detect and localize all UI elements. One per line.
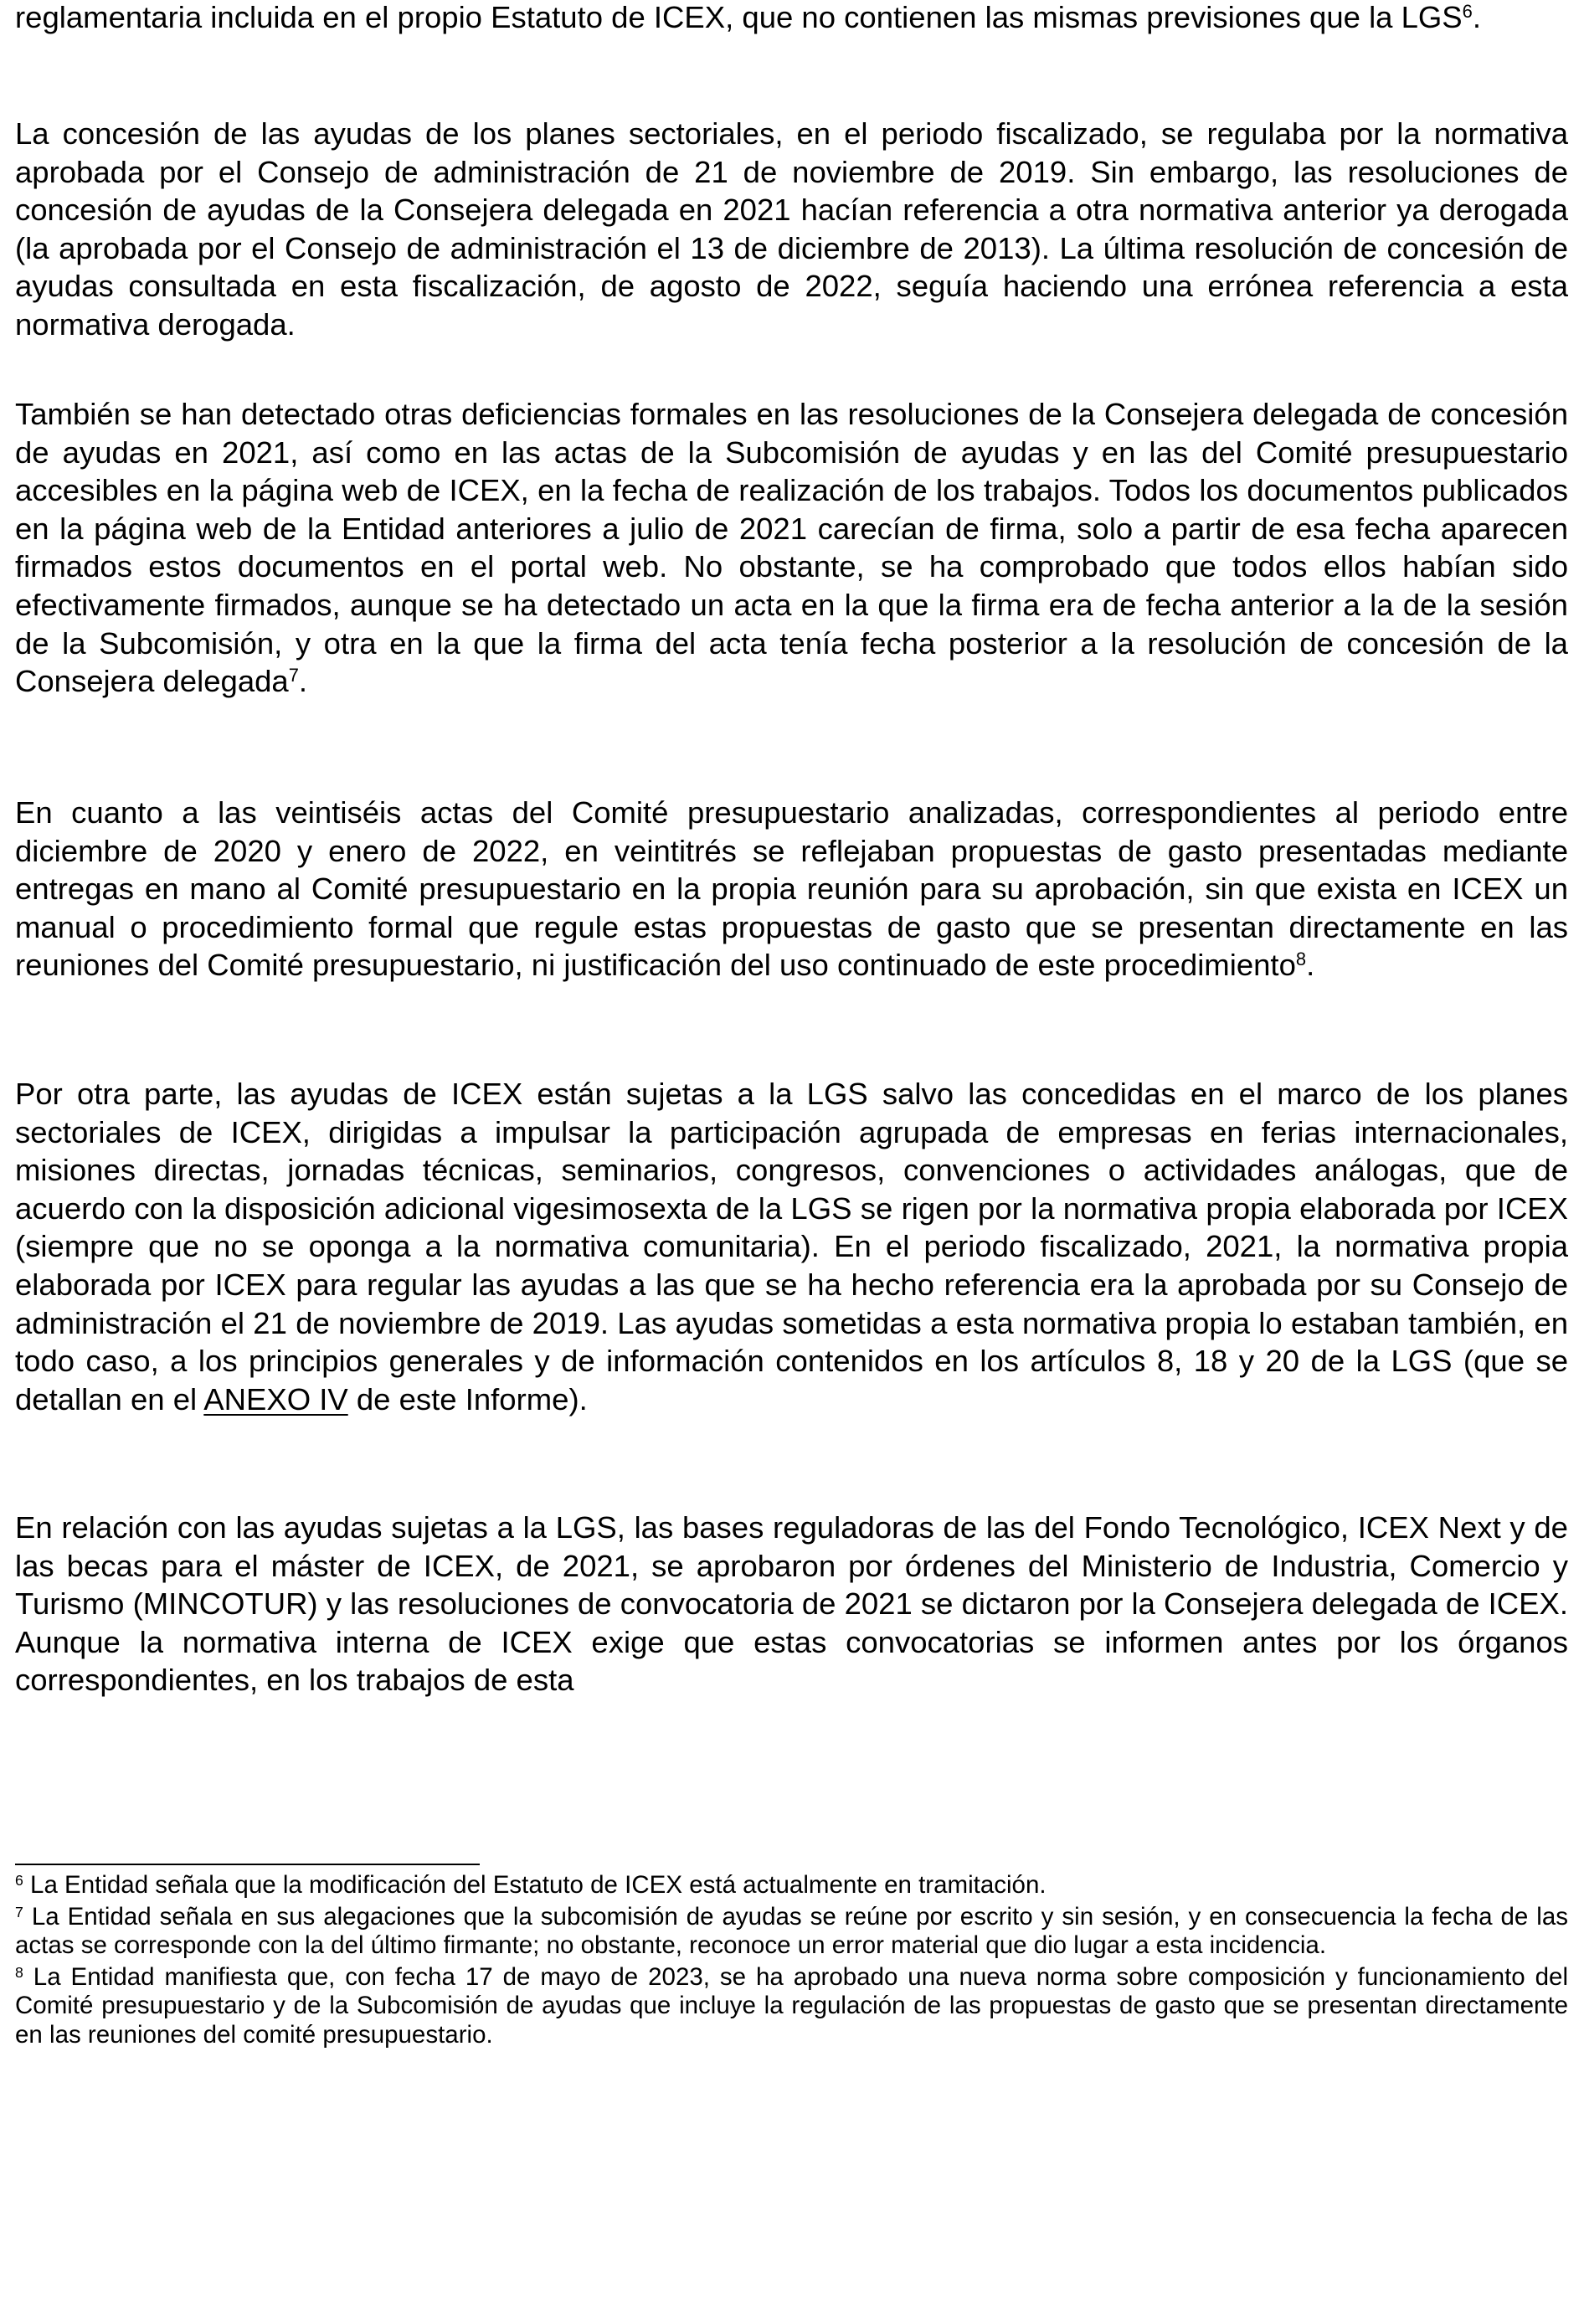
footnote-separator (15, 1864, 480, 1865)
paragraph-2 (15, 115, 1568, 344)
paragraph-3 (15, 395, 1568, 701)
paragraph-3-end: . (298, 664, 308, 699)
paragraph-3-text: También se han detectado otras deficiencias formales en las resoluciones de la Consejera delegada de concesión de ayudas en 2021, así como en las actas de la Subcomisión de ayudas y en las del Comité presupuestario accesibles en la página web de ICEX, en la fecha de realización de los trabajos. Todos los documentos publicados en la página web de la Entidad anteriores a julio de 2021 carecían de firma, solo a partir de esa fecha aparecen firmados estos documentos en el portal web. No obstante, se ha comprobado que todos ellos habían sido efectivamente firmados, aunque se ha detectado un acta en la que la firma era de fecha anterior a la de la sesión de la Subcomisión, y otra en la que la firma del acta tenía fecha posterior a la resolución de concesión de la Consejera delegada (15, 397, 1568, 699)
paragraph-5-text: Por otra parte, las ayudas de ICEX están sujetas a la LGS salvo las concedidas en el marco de los planes sectoriales de ICEX, dirigidas a impulsar la participación agrupada de empresas en ferias internacionales, misiones directas, jornadas técnicas, seminarios, congresos, convenciones o actividades análogas, que de acuerdo con la disposición adicional vigesimosexta de la LGS se rigen por la normativa propia elaborada por ICEX (siempre que no se oponga a la normativa comunitaria). En el periodo fiscalizado, 2021, la normativa propia elaborada por ICEX para regular las ayudas a las que se ha hecho referencia era la aprobada por su Consejo de administración el 21 de noviembre de 2019. Las ayudas sometidas a esta normativa propia lo estaban también, en todo caso, a los principios generales y de información contenidos en los artículos 8, 18 y 20 de la LGS (que se detallan en el (15, 1077, 1568, 1417)
paragraph-5 (15, 1075, 1568, 1418)
footnote-7 (15, 1903, 1568, 1961)
paragraph-6 (15, 1509, 1568, 1699)
footnote-ref-6[interactable]: 6 (1462, 0, 1473, 22)
footnote-ref-8[interactable]: 8 (1295, 949, 1307, 970)
footnote-8 (15, 1963, 1568, 2050)
paragraph-5-end: de este Informe). (347, 1381, 588, 1417)
footnote-number: 6 (15, 1872, 23, 1890)
footnote-ref-7[interactable]: 7 (288, 665, 299, 686)
footnote-number: 8 (15, 1963, 23, 1981)
paragraph-4-text: En cuanto a las veintiséis actas del Comité presupuestario analizadas, correspondientes al periodo entre diciembre de 2020 y enero de 2022, en veintitrés se reflejaban propuestas de gasto presentadas mediante entregas en mano al Comité presupuestario en la propia reunión para su aprobación, sin que exista en ICEX un manual o procedimiento formal que regule estas propuestas de gasto que se presentan directamente en las reuniones del Comité presupuestario, ni justificación del uso continuado de este procedimiento (15, 795, 1568, 983)
footnote-text: La Entidad señala en sus alegaciones que la subcomisión de ayudas se reúne por escrito y sin sesión, y en consecuencia la fecha de las actas se corresponde con la del último firmante; no obstante, reconoce un error material que dio lugar a esta incidencia. (15, 1902, 1568, 1960)
paragraph-1 (15, 0, 1568, 37)
footnotes (15, 1871, 1568, 2053)
footnote-text: La Entidad manifiesta que, con fecha 17 de mayo de 2023, se ha aprobado una nueva norma sobre composición y funcionamiento del Comité presupuestario y de la Subcomisión de ayudas que incluye la regulación de las propuestas de gasto que se presentan directamente en las reuniones del comité presupuestario. (15, 1962, 1568, 2049)
footnote-text: La Entidad señala que la modificación del Estatuto de ICEX está actualmente en tramitación. (30, 1871, 1047, 1899)
paragraph-4 (15, 794, 1568, 985)
paragraph-2-text: La concesión de las ayudas de los planes sectoriales, en el periodo fiscalizado, se regulaba por la normativa aprobada por el Consejo de administración de 21 de noviembre de 2019. Sin embargo, las resoluciones de concesión de ayudas de la Consejera delegada en 2021 hacían referencia a otra normativa anterior ya derogada (la aprobada por el Consejo de administración el 13 de diciembre de 2013). La última resolución de concesión de ayudas consultada en esta fiscalización, de agosto de 2022, seguía haciendo una errónea referencia a esta normativa derogada. (15, 116, 1568, 342)
paragraph-6-text: En relación con las ayudas sujetas a la LGS, las bases reguladoras de las del Fondo Tecnológico, ICEX Next y de las becas para el máster de ICEX, de 2021, se aprobaron por órdenes del Ministerio de Industria, Comercio y Turismo (MINCOTUR) y las resoluciones de convocatoria de 2021 se dictaron por la Consejera delegada de ICEX. Aunque la normativa interna de ICEX exige que estas convocatorias se informen antes por los órganos correspondientes, en los trabajos de esta (15, 1510, 1568, 1698)
annex-iv-link[interactable]: ANEXO IV (203, 1381, 348, 1417)
footnote-number: 7 (15, 1903, 23, 1920)
paragraph-4-end: . (1306, 948, 1315, 983)
paragraph-1-end: . (1472, 0, 1481, 34)
footnote-6 (15, 1871, 1568, 1900)
paragraph-1-text: reglamentaria incluida en el propio Estatuto de ICEX, que no contienen las mismas previsiones que la LGS (15, 0, 1463, 34)
